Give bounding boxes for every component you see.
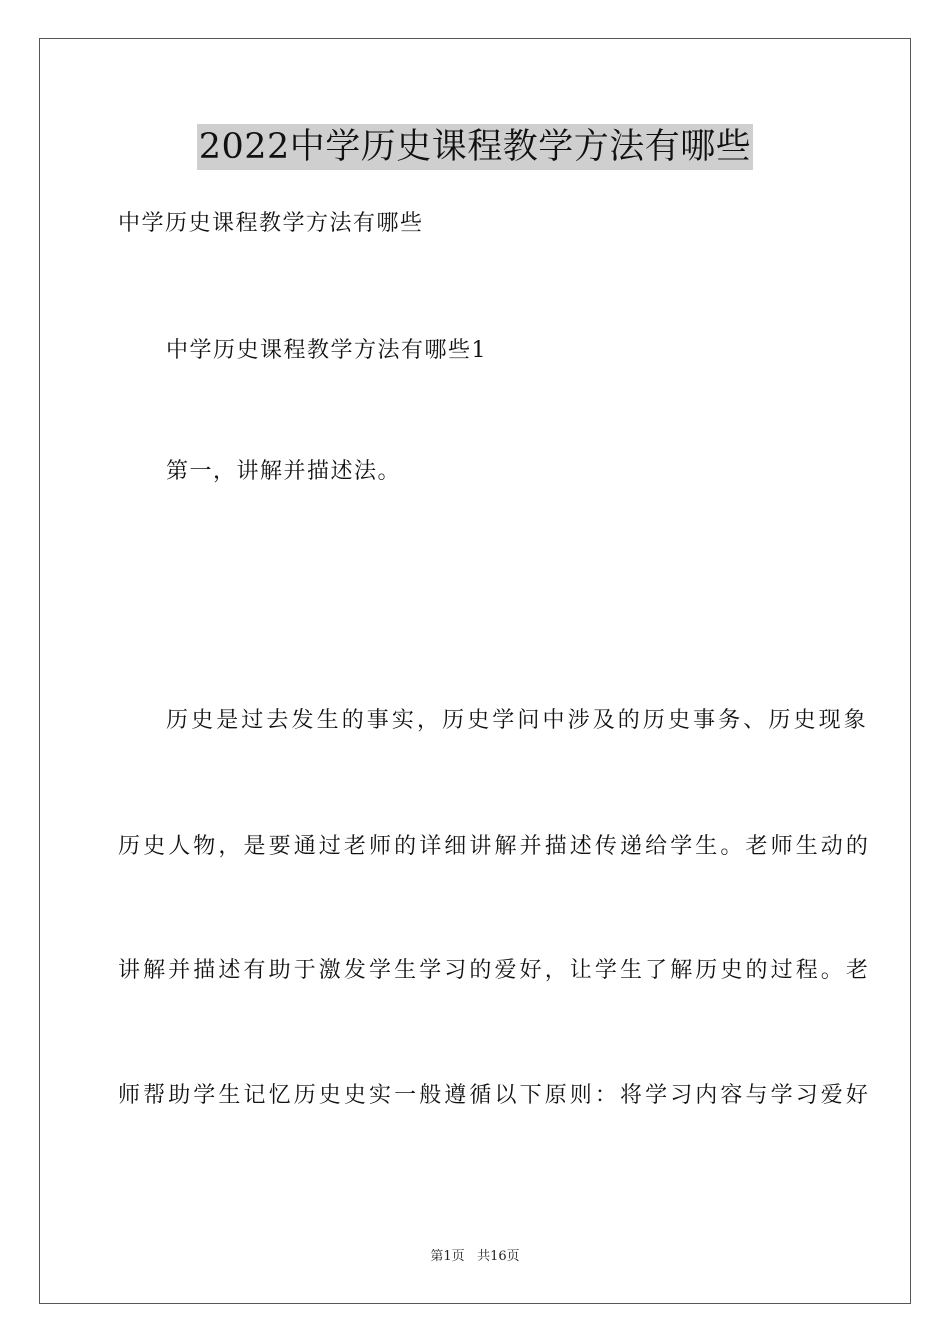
paragraph-line: 师帮助学生记忆历史史实一般遵循以下原则：将学习内容与学习爱好 xyxy=(118,1083,872,1108)
document-subtitle: 中学历史课程教学方法有哪些 xyxy=(118,211,424,236)
method-heading: 第一，讲解并描述法。 xyxy=(166,459,402,484)
page-total: 共16页 xyxy=(477,1249,520,1264)
paragraph-line: 历史是过去发生的事实，历史学问中涉及的历史事务、历史现象 xyxy=(166,708,869,733)
document-title-text: 2022中学历史课程教学方法有哪些 xyxy=(197,124,754,170)
paragraph-line: 讲解并描述有助于激发学生学习的爱好，让学生了解历史的过程。老 xyxy=(118,958,872,983)
document-title xyxy=(0,124,950,170)
page-number: 第1页 xyxy=(430,1249,465,1264)
section-heading: 中学历史课程教学方法有哪些1 xyxy=(166,338,487,363)
paragraph-line: 历史人物，是要通过老师的详细讲解并描述传递给学生。老师生动的 xyxy=(118,834,872,859)
page-footer xyxy=(0,1248,950,1266)
